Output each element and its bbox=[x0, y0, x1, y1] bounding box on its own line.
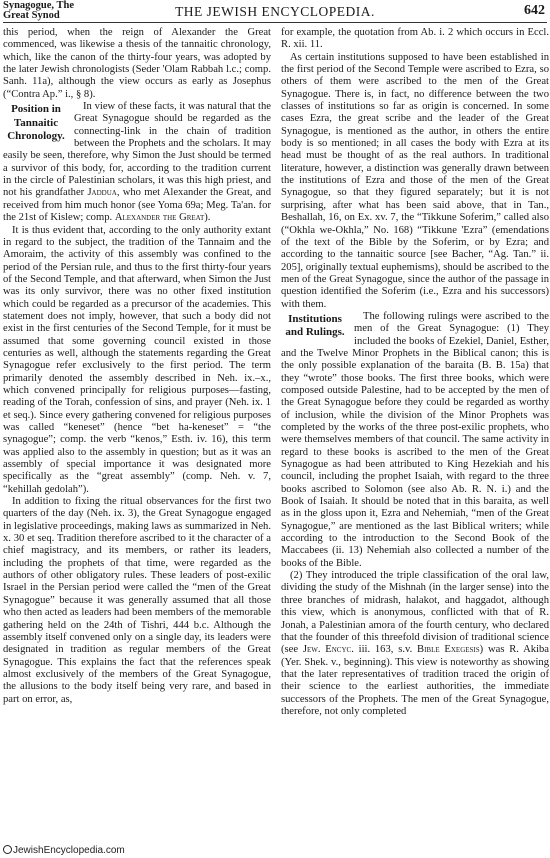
cross-reference[interactable]: Jaddua bbox=[87, 187, 117, 199]
cross-reference[interactable]: Jew. Encyc. bbox=[302, 644, 354, 656]
cross-reference[interactable]: Alexander the Great bbox=[114, 212, 205, 224]
paragraph: As certain institutions supposed to have been established in the first period of the Second Temple were ascribed to Ezra, so others of them were ascribed to the men of the Great Synagogue. There is, in fact, no difference between the two classes of institutions so far as origin is concerned. In some cases Ezra, the great scribe and the leader of the Great Synagogue, is mentioned as the author, in others the entire body is so mentioned; in all cases the body with Ezra at its head must be thought of as the real authors. In traditional literature, however, a distinction was generally drawn between the institutions of Ezra and those of the men of the Great Synagogue, so that they figured separately; but it is not surprising, after what has been said above, that in Tan., Beshallah, 16, on Ex. xv. 7, the “Tikkune Soferim,” called also (“Okhla we-Okhla,” No. 168) “Tikkune 'Ezra” (emendations of the text of the Bible by the Soferim, or by Ezra; and according to the tannaitic source [see Bacher, “Ag. Tan.” ii. 205], originally textual euphemisms), should be ascribed to the men of the Great Synagogue, since the author of the passage in question identified the Soferim (i.e., Ezra and his successors) with them. bbox=[281, 51, 549, 310]
paragraph: this period, when the reign of Alexander the Great commenced, was likewise a thesis of the tannaitic chronology, which, like the canon of the thirty-four years, was adopted by the later Jewish chronologists (Seder 'Olam Rabbah l.c.; comp. Sanh. 11a), although the view occurs as early as Josephus (“Contra Ap.” i., § 8). bbox=[3, 27, 271, 100]
sidenote-position: Position in Tannaitic Chronology. bbox=[7, 103, 65, 143]
running-title: Synagogue, The Great Synod bbox=[3, 0, 74, 21]
left-column bbox=[3, 27, 271, 706]
sidenote-institutions: Institutions and Rulings. bbox=[285, 312, 345, 339]
journal-title: THE JEWISH ENCYCLOPEDIA. bbox=[175, 4, 375, 19]
right-column bbox=[281, 27, 549, 718]
site-credit[interactable]: JewishEncyclopedia.com bbox=[13, 845, 125, 856]
paragraph: Institutions and Rulings. The following rulings were ascribed to the men of the Great Synagogue: (1) They included the books of Ezekiel, Daniel, Esther, and the Twelve Minor Prophets in the Biblical canon; this is the only possible explanation of the baraita (B. B. 15a) that they “wrote” those books. The first three books, which were composed outside Palestine, had to be accepted by the men of the Great Synagogue before they could be regarded as worthy of inclusion, while the division of the Minor Prophets was completed by the works of the three post-exilic prophets, who were themselves members of that council. The same activity in regard to these books is ascribed to the men of the Great Synagogue as had been attributed to King Hezekiah and his council, including the prophet Isaiah, with regard to the three books ascribed to Solomon (see also Ab. R. N. i.) and the Book of Isaiah. It should be noted that in this baraita, as well as in the gloss upon it, Ezra and Nehemiah, “men of the Great Synagogue,” are mentioned as the last Biblical writers; while according to the introduction to the Second Book of the Maccabees (ii. 13) Nehemiah also collected a number of the books of the Bible. bbox=[281, 310, 549, 569]
cross-reference[interactable]: Bible Exegesis bbox=[417, 644, 480, 656]
paragraph: for example, the quotation from Ab. i. 2 which occurs in Eccl. R. xii. 11. bbox=[281, 27, 549, 51]
copyright-icon bbox=[3, 845, 12, 854]
paragraph: It is thus evident that, according to the only authority extant in regard to the subject, the tradition of the Tannaim and the Amoraim, the activity of this assembly was confined to the period of the Persian rule, and thus to the first thirty-four years of the Second Temple, and that afterward, when Simon the Just was its only survivor, there was no other fixed institution which could be regarded as a precursor of the academies. This statement does not imply, however, that such a body did not exist in the first centuries of the Second Temple, for it must be assumed that some governing council existed in those centuries as well, although the statements regarding the Great Synagogue refer exclusively to the first period. The term primarily denoted the assembly described in Neh. ix.–x., which convened principally for religious purposes—fasting, reading of the Torah, confession of sins, and prayer (Neh. ix. 1 et seq.). Since every gathering convened for religious purposes was called “keneset” (hence “bet ha-keneset” = “the synagogue”; comp. the verb “kenos,” Esth. iv. 16), this term was applied also to the assembly in question; but as it was an assembly of special importance it was designated more specifically as the “great assembly” (comp. Neh. v. 7, “kehillah gedolah”). bbox=[3, 224, 271, 495]
paragraph: In addition to fixing the ritual observances for the first two quarters of the day (Neh. ix. 3), the Great Synagogue engaged in legislative proceedings, making laws as summarized in Neh. x. 30 et seq. Tradition therefore ascribed to it the character of a chief magistracy, and its members, or rather its leaders, including the prophets of that time, were regarded as the authors of other obligatory rules. These leaders of post-exilic Israel in the Persian period were called the “men of the Great Synagogue” because it was generally assumed that all those who then acted as leaders had been members of the memorable gathering held on the 24th of Tishri, 444 b.c. Although the assembly itself convened only on a single day, its leaders were designated in tradition as regular members of the Great Synagogue. This explains the fact that the references speak almost exclusively of the members of the Great Synagogue, the allusions to the body itself being very rare, and based in part on error, as, bbox=[3, 496, 271, 705]
page-header bbox=[0, 0, 550, 26]
paragraph: Position in Tannaitic Chronology. In view of these facts, it was natural that the Great Synagogue should be regarded as the connecting-link in the chain of tradition between the Prophets and the scholars. It may easily be seen, therefore, why Simon the Just should be termed a survivor of this body, for, according to the tradition current in the circle of Palestinian scholars, it was this high priest, and not his grandfather Jaddua, who met Alexander the Great, and received from him much honor (see Yoma 69a; Meg. Ta'an. for the 21st of Kislew; comp. Alexander the Great). bbox=[3, 101, 271, 224]
footer-credit bbox=[3, 845, 125, 856]
paragraph: (2) They introduced the triple classification of the oral law, dividing the study of the Mishnah (in the larger sense) into the three branches of midrash, halakot, and haggadot, although this view, which is anonymous, conflicted with that of R. Jonah, a Palestinian amora of the fourth century, who declared that the founder of this threefold division of traditional science (see Jew. Encyc. iii. 163, s.v. Bible Exegesis) was R. Akiba (Yer. Shek. v., beginning). This view is noteworthy as showing that the later representatives of tradition traced the origin of their science to the earliest authorities, the immediate successors of the Prophets. The men of the Great Synagogue, therefore, not only completed bbox=[281, 570, 550, 717]
page-number: 642 bbox=[524, 3, 545, 18]
header-rule bbox=[3, 22, 547, 23]
